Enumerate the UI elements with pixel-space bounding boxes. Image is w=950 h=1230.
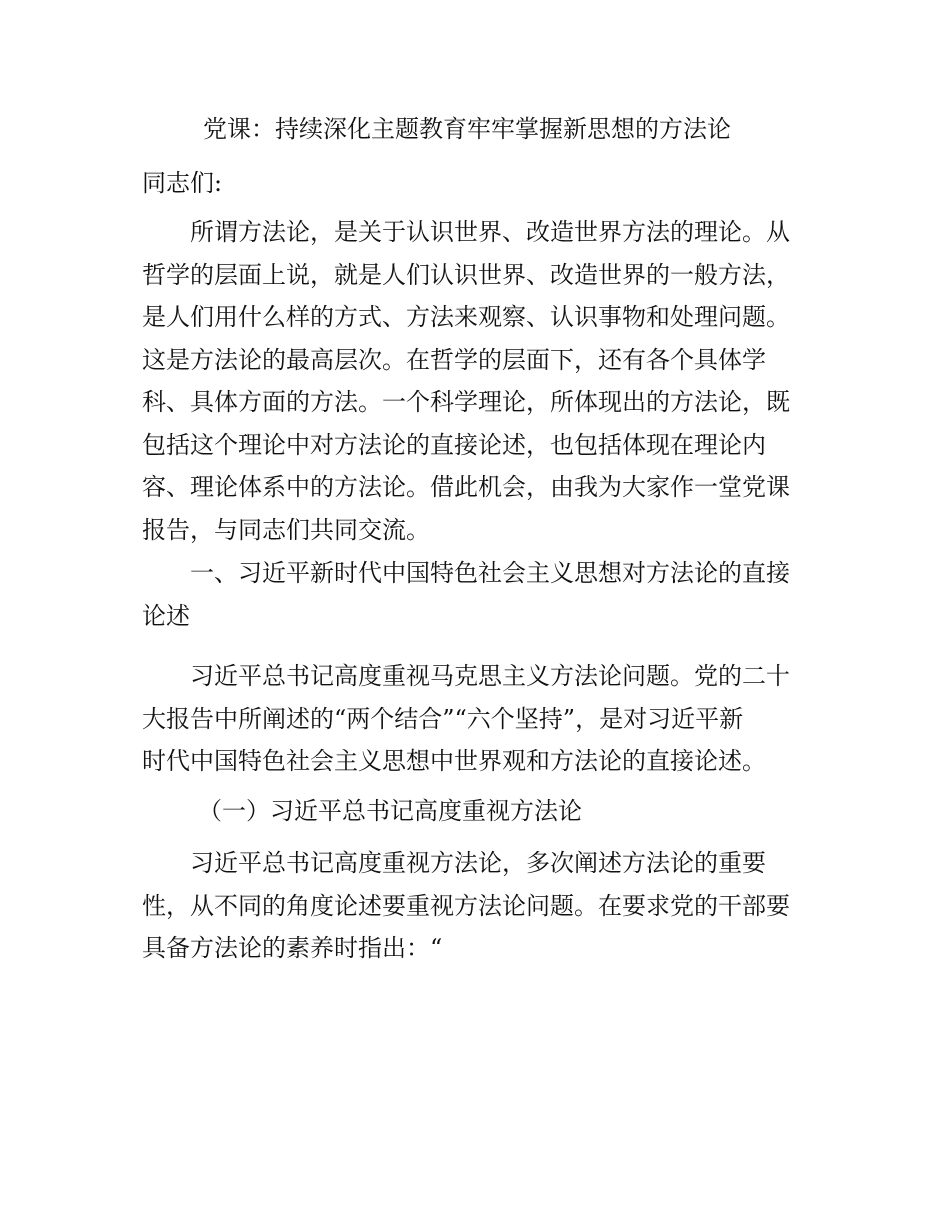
paragraph-section-1: [142, 655, 832, 783]
paragraph-line: 这是方法论的最高层次。在哲学的层面下，还有各个具体学: [142, 345, 766, 374]
paragraph-line: 时代中国特色社会主义思想中世界观和方法论的直接论述。: [142, 747, 766, 775]
paragraph-line: 是人们用什么样的方式、方法来观察、认识事物和处理问题。: [142, 303, 790, 331]
salutation: 同志们:: [142, 169, 223, 197]
paragraph-line: 性，从不同的角度论述要重视方法论问题。在要求党的干部要: [142, 891, 790, 920]
subheading-line: （一）习近平总书记高度重视方法论: [198, 797, 582, 825]
heading-line: 一、习近平新时代中国特色社会主义思想对方法论的直接: [190, 559, 790, 587]
document-title: 党课：持续深化主题教育牢牢掌握新思想的方法论: [203, 115, 731, 143]
paragraph-line: 习近平总书记高度重视方法论，多次阐述方法论的重要: [190, 849, 766, 877]
paragraph-line: 大报告中所阐述的“两个结合”“六个坚持”，是对习近平新: [142, 704, 744, 733]
paragraph-line: 报告，与同志们共同交流。: [142, 515, 430, 544]
paragraph-intro: [142, 211, 832, 551]
heading-line: 论述: [142, 601, 190, 630]
paragraph-line: 科、具体方面的方法。一个科学理论，所体现出的方法论，既: [142, 388, 790, 416]
paragraph-line: 所谓方法论，是关于认识世界、改造世界方法的理论。从: [190, 218, 790, 246]
paragraph-line: 容、理论体系中的方法论。借此机会，由我为大家作一堂党课: [142, 473, 790, 501]
subsection-heading-1: [142, 790, 832, 833]
paragraph-subsection-1: [142, 842, 832, 970]
paragraph-line: 哲学的层面上说，就是人们认识世界、改造世界的一般方法，: [142, 260, 790, 289]
section-heading-1: [142, 552, 832, 637]
paragraph-line: 习近平总书记高度重视马克思主义方法论问题。党的二十: [190, 662, 790, 690]
paragraph-line: 具备方法论的素养时指出：“: [142, 934, 443, 962]
paragraph-line: 包括这个理论中对方法论的直接论述，也包括体现在理论内: [142, 430, 766, 459]
